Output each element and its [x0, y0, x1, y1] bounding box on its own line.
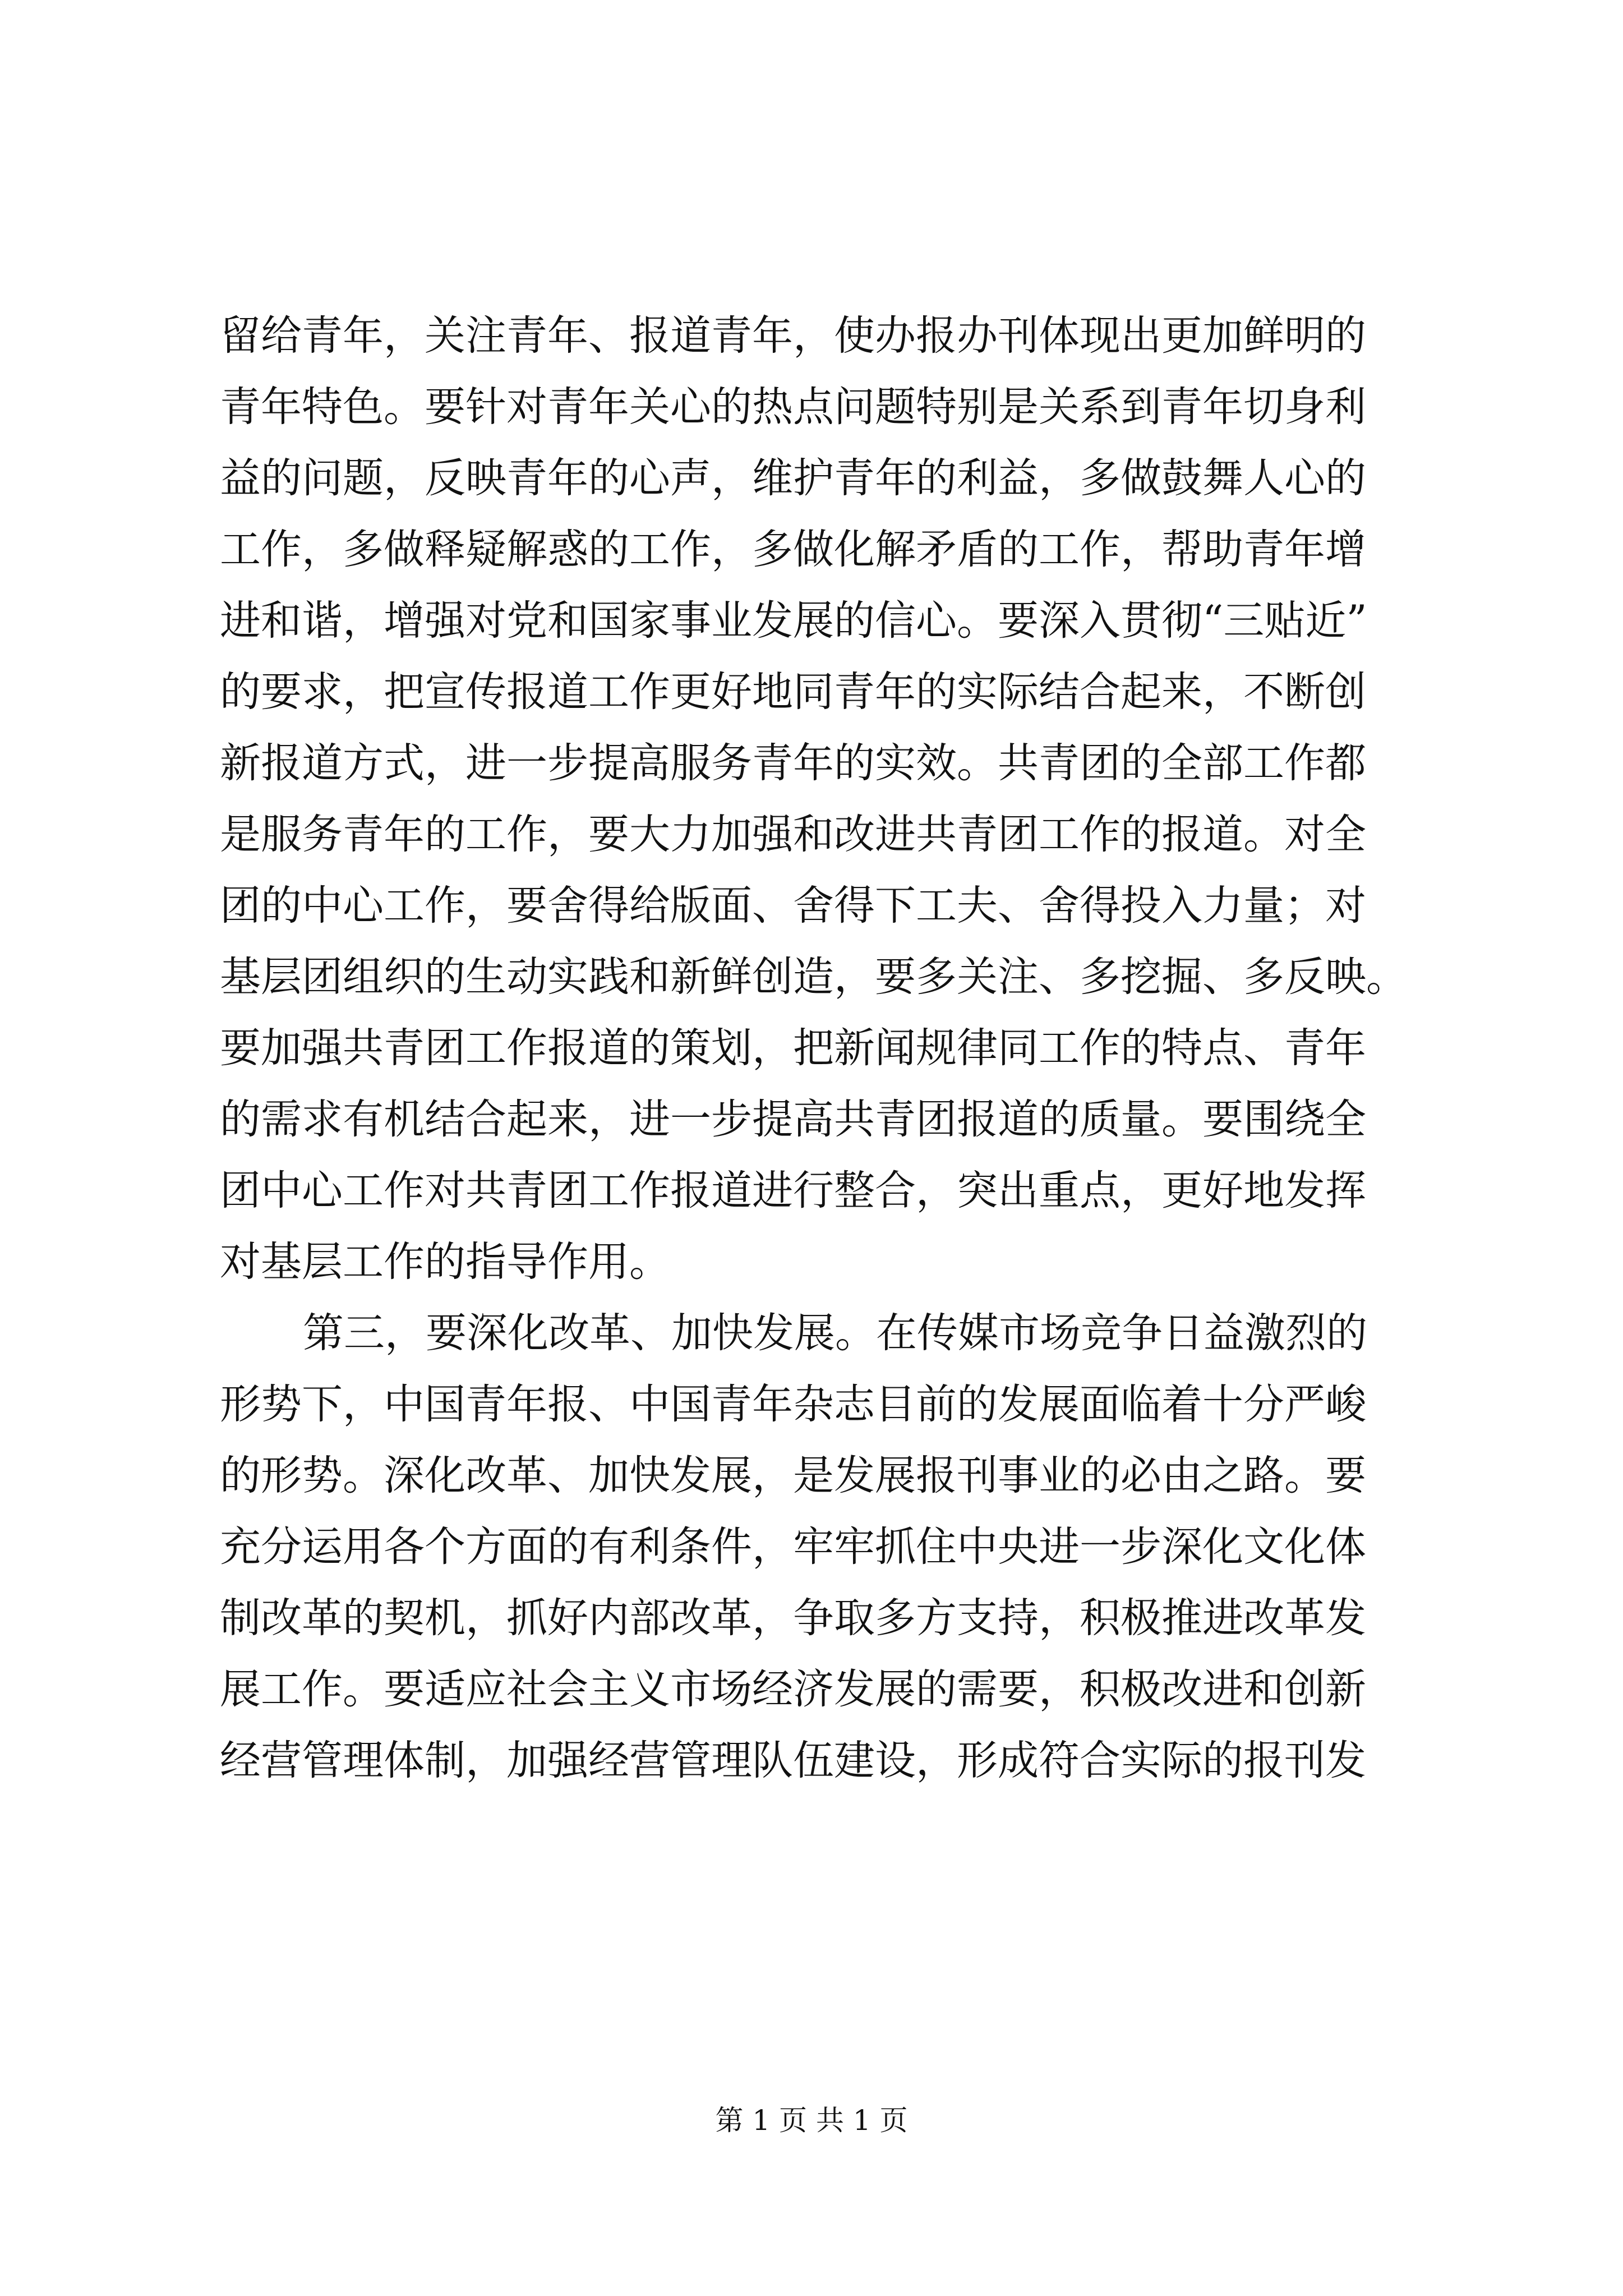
text-line: 形势下，中国青年报、中国青年杂志目前的发展面临着十分严峻: [220, 1381, 1366, 1428]
paragraph-start-line: 第三，要深化改革、加快发展。在传媒市场竞争日益激烈的: [303, 1309, 1367, 1357]
text-line: 经营管理体制，加强经营管理队伍建设，形成符合实际的报刊发: [220, 1737, 1366, 1784]
text-line: 充分运用各个方面的有利条件，牢牢抓住中央进一步深化文化体: [220, 1523, 1366, 1571]
text-line: 的要求，把宣传报道工作更好地同青年的实际结合起来，不断创: [220, 668, 1366, 716]
text-line: 留给青年，关注青年、报道青年，使办报办刊体现出更加鲜明的: [220, 312, 1366, 360]
text-line: 展工作。要适应社会主义市场经济发展的需要，积极改进和创新: [220, 1665, 1366, 1713]
text-line: 的需求有机结合起来，进一步提高共青团报道的质量。要围绕全: [220, 1096, 1366, 1143]
text-line: 要加强共青团工作报道的策划，把新闻规律同工作的特点、青年: [220, 1024, 1366, 1072]
text-line: 的形势。深化改革、加快发展，是发展报刊事业的必由之路。要: [220, 1452, 1366, 1499]
text-line: 益的问题，反映青年的心声，维护青年的利益，多做鼓舞人心的: [220, 454, 1366, 502]
body-text: [220, 300, 1454, 1796]
text-line: 进和谐，增强对党和国家事业发展的信心。要深入贯彻“三贴近”: [220, 597, 1367, 645]
text-line: 新报道方式，进一步提高服务青年的实效。共青团的全部工作都: [220, 739, 1366, 787]
text-line: 制改革的契机，抓好内部改革，争取多方支持，积极推进改革发: [220, 1594, 1366, 1642]
text-line: 对基层工作的指导作用。: [220, 1238, 670, 1286]
text-line: 是服务青年的工作，要大力加强和改进共青团工作的报道。对全: [220, 811, 1366, 858]
text-line: 青年特色。要针对青年关心的热点问题特别是关系到青年切身利: [220, 383, 1366, 431]
text-line: 团的中心工作，要舍得给版面、舍得下工夫、舍得投入力量；对: [220, 882, 1366, 930]
page-footer: 第 1 页 共 1 页: [715, 2104, 908, 2137]
text-line: 工作，多做释疑解惑的工作，多做化解矛盾的工作，帮助青年增: [220, 526, 1366, 573]
text-line: 团中心工作对共青团工作报道进行整合，突出重点，更好地发挥: [220, 1167, 1366, 1214]
text-line: 基层团组织的生动实践和新鲜创造，要多关注、多挖掘、多反映。: [220, 953, 1407, 1001]
